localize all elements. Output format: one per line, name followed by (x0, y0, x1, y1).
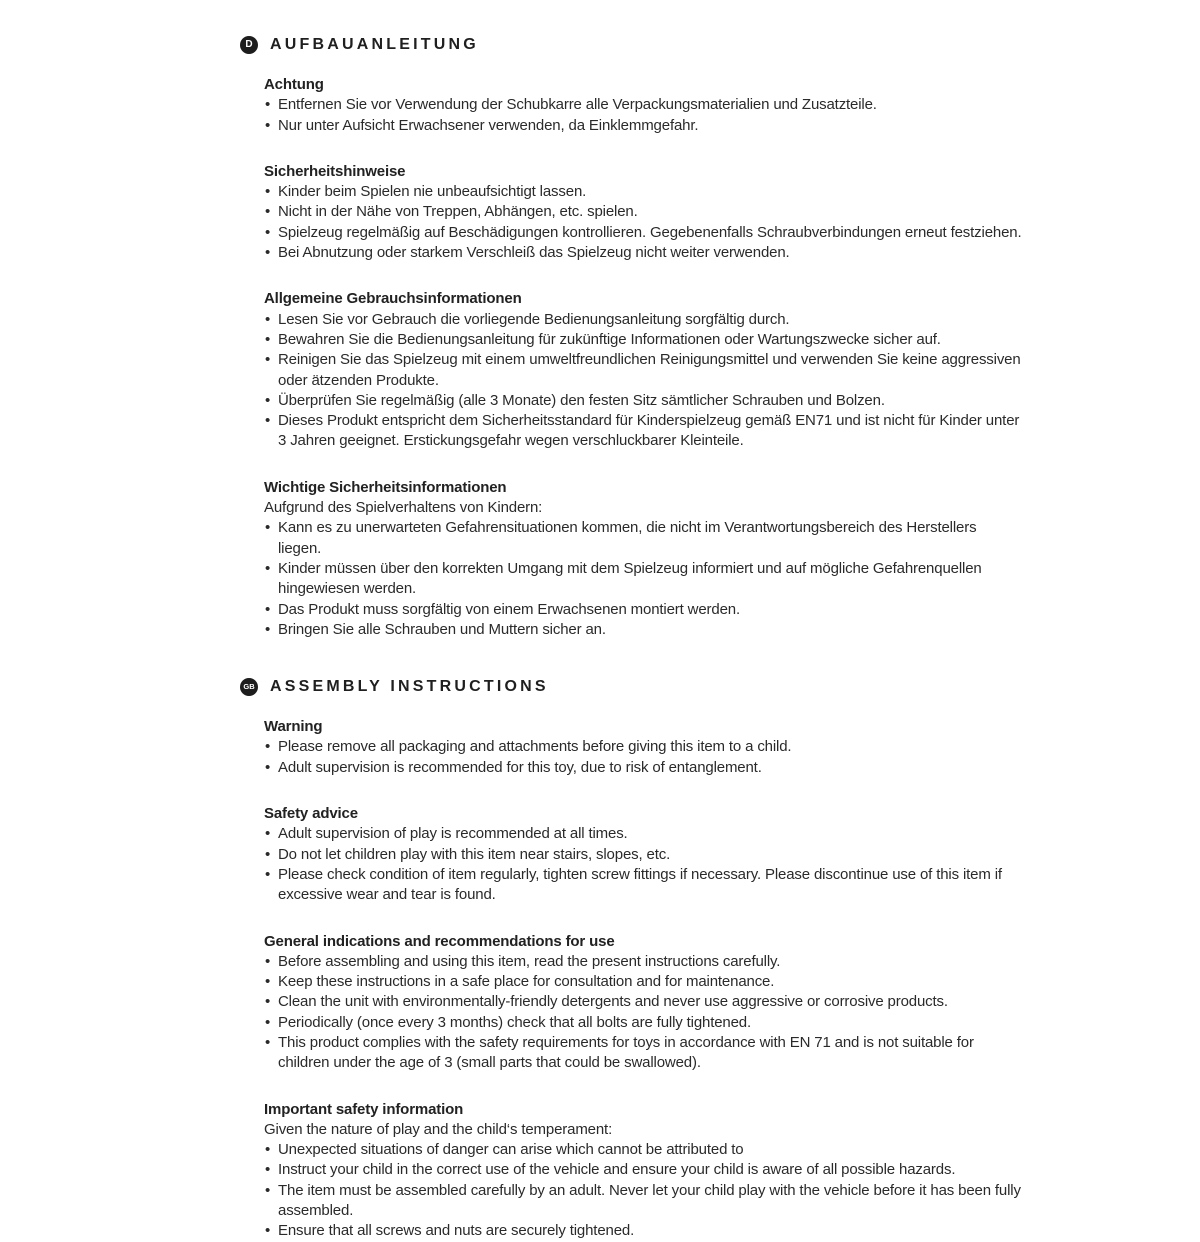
bullet-item: • Kinder beim Spielen nie unbeaufsichtigt lassen. (264, 182, 1022, 202)
bullet-item: • Das Produkt muss sorgfältig von einem Erwachsenen montiert werden. (264, 600, 1022, 620)
bullet-item: • Adult supervision of play is recommended at all times. (264, 824, 1022, 844)
group-safety-advice (264, 804, 1022, 905)
group-general-indications (264, 932, 1022, 1074)
section-english-header (240, 678, 1022, 696)
bullet-item: • Kann es zu unerwarteten Gefahrensituationen kommen, die nicht im Verantwortungsbereich des Herstellers liegen. (264, 518, 1022, 559)
bullet-item: • Kinder müssen über den korrekten Umgang mit dem Spielzeug informiert und auf mögliche Gefahrenquellen hingewiesen werden. (264, 559, 1022, 600)
bullet-item: • Nur unter Aufsicht Erwachsener verwenden, da Einklemmgefahr. (264, 116, 1022, 136)
bullet-item: • Ensure that all screws and nuts are securely tightened. (264, 1221, 1022, 1241)
bullet-item: • The item must be assembled carefully by an adult. Never let your child play with the vehicle before it has been fully assembled. (264, 1181, 1022, 1222)
section-english (240, 678, 1022, 1242)
bullet-item: • Überprüfen Sie regelmäßig (alle 3 Monate) den festen Sitz sämtlicher Schrauben und Bolzen. (264, 391, 1022, 411)
section-german (240, 36, 1022, 640)
bullet-item: • Bei Abnutzung oder starkem Verschleiß das Spielzeug nicht weiter verwenden. (264, 243, 1022, 263)
group-warning (264, 717, 1022, 778)
language-badge-d-icon: D (240, 36, 258, 54)
group-heading: Warning (264, 718, 323, 736)
bullet-item: • Entfernen Sie vor Verwendung der Schubkarre alle Verpackungsmaterialien und Zusatzteile. (264, 95, 1022, 115)
bullet-item: • Instruct your child in the correct use of the vehicle and ensure your child is aware of all possible hazards. (264, 1160, 1022, 1180)
bullet-item: • Adult supervision is recommended for this toy, due to risk of entanglement. (264, 758, 1022, 778)
bullet-item: • Reinigen Sie das Spielzeug mit einem umweltfreundlichen Reinigungsmittel und verwenden Sie keine aggressiven oder ätzenden Produkte. (264, 350, 1022, 391)
group-heading: Wichtige Sicherheitsinformationen (264, 478, 507, 496)
bullet-item: • Lesen Sie vor Gebrauch die vorliegende Bedienungsanleitung sorgfältig durch. (264, 310, 1022, 330)
group-sicherheitshinweise (264, 162, 1022, 263)
bullet-item: • Nicht in der Nähe von Treppen, Abhängen, etc. spielen. (264, 202, 1022, 222)
section-title-english: ASSEMBLY INSTRUCTIONS (270, 678, 549, 696)
group-wichtige-sicherheitsinformationen (264, 478, 1022, 640)
bullet-item: • Bringen Sie alle Schrauben und Muttern sicher an. (264, 620, 1022, 640)
group-heading: Allgemeine Gebrauchsinformationen (264, 290, 522, 308)
bullet-item: • Bewahren Sie die Bedienungsanleitung für zukünftige Informationen oder Wartungszwecke sicher auf. (264, 330, 1022, 350)
bullet-item: • Please check condition of item regularly, tighten screw fittings if necessary. Please discontinue use of this item if excessive wear and tear is found. (264, 865, 1022, 906)
language-badge-gb-icon: GB (240, 678, 258, 696)
section-title-german: AUFBAUANLEITUNG (270, 36, 479, 53)
group-heading: Achtung (264, 76, 324, 93)
group-heading: Sicherheitshinweise (264, 162, 406, 180)
group-heading: Important safety information (264, 1100, 464, 1118)
bullet-item: • Clean the unit with environmentally-friendly detergents and never use aggressive or corrosive products. (264, 992, 1022, 1012)
bullet-item: • Unexpected situations of danger can arise which cannot be attributed to (264, 1140, 1022, 1160)
group-heading: Safety advice (264, 805, 358, 823)
bullet-item: • This product complies with the safety requirements for toys in accordance with EN 71 and is not suitable for children under the age of 3 (small parts that could be swallowed). (264, 1033, 1022, 1074)
group-intro: Aufgrund des Spielverhaltens von Kindern: (264, 499, 543, 517)
section-german-header (240, 36, 1022, 54)
group-allgemeine-gebrauchsinformationen (264, 289, 1022, 451)
bullet-item: • Keep these instructions in a safe place for consultation and for maintenance. (264, 972, 1022, 992)
bullet-item: • Periodically (once every 3 months) check that all bolts are fully tightened. (264, 1013, 1022, 1033)
bullet-item: • Do not let children play with this item near stairs, slopes, etc. (264, 845, 1022, 865)
bullet-item: • Dieses Produkt entspricht dem Sicherheitsstandard für Kinderspielzeug gemäß EN71 und ist nicht für Kinder unter 3 Jahren geeignet. Erstickungsgefahr wegen verschluckbarer Kleinteile. (264, 411, 1022, 452)
bullet-item: • Please remove all packaging and attachments before giving this item to a child. (264, 737, 1022, 757)
bullet-item: • Before assembling and using this item, read the present instructions carefully. (264, 952, 1022, 972)
group-intro: Given the nature of play and the child‘s temperament: (264, 1120, 613, 1138)
group-achtung (264, 75, 1022, 136)
bullet-item: • Spielzeug regelmäßig auf Beschädigungen kontrollieren. Gegebenenfalls Schraubverbindungen erneut festziehen. (264, 223, 1022, 243)
group-important-safety-information (264, 1100, 1022, 1242)
group-heading: General indications and recommendations for use (264, 932, 615, 950)
